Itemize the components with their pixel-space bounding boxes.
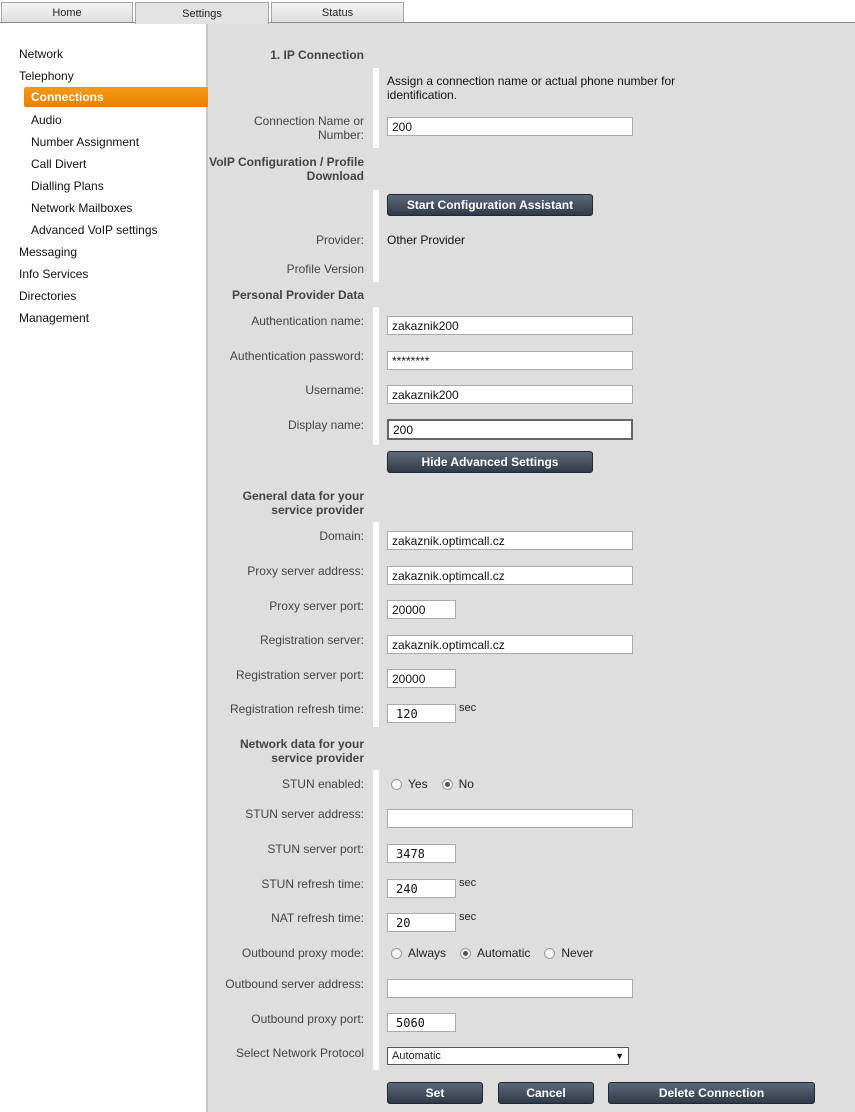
mode-never-label: Never bbox=[561, 946, 594, 960]
connection-hint-line-2: identification. bbox=[387, 88, 458, 102]
nat-refresh-input[interactable] bbox=[387, 913, 456, 932]
registration-port-label: Registration server port: bbox=[235, 668, 364, 682]
stun-enabled-radio-group bbox=[391, 777, 488, 791]
stun-refresh-unit: sec bbox=[459, 877, 477, 889]
section-title-ip-connection: 1. IP Connection bbox=[270, 48, 364, 62]
stun-yes-label: Yes bbox=[408, 777, 428, 791]
start-configuration-assistant-button[interactable]: Start Configuration Assistant bbox=[387, 194, 593, 216]
registration-refresh-input[interactable] bbox=[387, 704, 456, 723]
outbound-port-input[interactable] bbox=[387, 1013, 456, 1032]
stun-yes-radio[interactable] bbox=[391, 779, 402, 790]
section-title-general-data bbox=[243, 489, 364, 517]
protocol-label: Select Network Protocol bbox=[235, 1046, 364, 1060]
connection-hint-line-1: Assign a connection name or actual phone number for bbox=[387, 74, 676, 88]
column-separator bbox=[373, 68, 379, 148]
stun-port-input[interactable] bbox=[387, 844, 456, 863]
sidebar-item-directories[interactable]: Directories bbox=[19, 289, 77, 303]
nat-refresh-unit: sec bbox=[459, 911, 477, 923]
sidebar-item-management[interactable]: Management bbox=[19, 311, 90, 325]
sidebar-item-call-divert[interactable]: Call Divert bbox=[31, 157, 87, 171]
protocol-select[interactable] bbox=[387, 1047, 629, 1065]
chevron-down-icon: ▼ bbox=[615, 1051, 624, 1061]
proxy-address-input[interactable] bbox=[387, 566, 633, 585]
auth-password-label: Authentication password: bbox=[229, 349, 364, 363]
connection-name-input[interactable] bbox=[387, 117, 633, 136]
provider-label: Provider: bbox=[315, 233, 364, 247]
sidebar-item-number-assignment[interactable]: Number Assignment bbox=[31, 135, 140, 149]
domain-input[interactable] bbox=[387, 531, 633, 550]
column-separator bbox=[373, 770, 379, 1070]
display-name-label: Display name: bbox=[287, 418, 364, 432]
proxy-port-input[interactable] bbox=[387, 600, 456, 619]
set-button[interactable]: Set bbox=[387, 1082, 483, 1104]
registration-server-input[interactable] bbox=[387, 635, 633, 654]
outbound-mode-radio-group bbox=[391, 946, 607, 960]
stun-refresh-label: STUN refresh time: bbox=[261, 877, 364, 891]
sidebar-item-network-mailboxes[interactable]: Network Mailboxes bbox=[31, 201, 133, 215]
stun-port-label: STUN server port: bbox=[267, 842, 364, 856]
proxy-address-label: Proxy server address: bbox=[247, 564, 364, 578]
connection-name-label bbox=[254, 114, 364, 142]
general-section-line-2: service provider bbox=[271, 503, 364, 517]
stun-address-input[interactable] bbox=[387, 809, 633, 828]
sidebar-item-audio[interactable]: Audio bbox=[31, 113, 62, 127]
mode-always-label: Always bbox=[408, 946, 447, 960]
profile-version-label: Profile Version bbox=[286, 262, 364, 276]
protocol-select-value: Automatic bbox=[392, 1050, 441, 1062]
column-separator bbox=[373, 307, 379, 445]
tab-bar bbox=[0, 0, 855, 23]
stun-enabled-label: STUN enabled: bbox=[281, 777, 364, 791]
stun-refresh-input[interactable] bbox=[387, 879, 456, 898]
username-input[interactable] bbox=[387, 385, 633, 404]
hide-advanced-settings-button[interactable]: Hide Advanced Settings bbox=[387, 451, 593, 473]
provider-value: Other Provider bbox=[387, 233, 466, 247]
nat-refresh-label: NAT refresh time: bbox=[271, 911, 364, 925]
delete-connection-button[interactable]: Delete Connection bbox=[608, 1082, 815, 1104]
username-label: Username: bbox=[305, 383, 364, 397]
sidebar-item-dialling-plans[interactable]: Dialling Plans bbox=[31, 179, 104, 193]
domain-label: Domain: bbox=[319, 529, 364, 543]
mode-automatic-label: Automatic bbox=[477, 946, 531, 960]
tab-status[interactable]: Status bbox=[271, 2, 404, 23]
stun-no-label: No bbox=[458, 777, 474, 791]
sidebar-item-network[interactable]: Network bbox=[19, 47, 64, 61]
section-title-personal-provider: Personal Provider Data bbox=[231, 288, 364, 302]
mode-always-radio[interactable] bbox=[391, 948, 402, 959]
section-title-voip-config bbox=[209, 155, 364, 183]
auth-name-input[interactable] bbox=[387, 316, 633, 335]
connection-name-label-line-2: Number: bbox=[317, 128, 364, 142]
sidebar-item-advanced-voip[interactable]: Advanced VoIP settings bbox=[31, 223, 158, 237]
network-section-line-2: service provider bbox=[271, 751, 364, 765]
outbound-port-label: Outbound proxy port: bbox=[251, 1012, 364, 1026]
network-section-line-1: Network data for your bbox=[239, 737, 364, 751]
sidebar-item-messaging[interactable]: Messaging bbox=[19, 245, 78, 259]
registration-port-input[interactable] bbox=[387, 669, 456, 688]
registration-refresh-unit: sec bbox=[459, 702, 477, 714]
column-separator bbox=[373, 522, 379, 727]
auth-password-input[interactable] bbox=[387, 351, 633, 370]
stun-address-label: STUN server address: bbox=[245, 807, 364, 821]
cancel-button[interactable]: Cancel bbox=[498, 1082, 594, 1104]
tab-home[interactable]: Home bbox=[1, 2, 133, 23]
registration-refresh-label: Registration refresh time: bbox=[229, 702, 364, 716]
sidebar-item-connections[interactable]: Connections bbox=[24, 87, 212, 107]
auth-name-label: Authentication name: bbox=[251, 314, 364, 328]
voip-section-line-2: Download bbox=[306, 169, 364, 183]
sidebar-item-telephony[interactable]: Telephony bbox=[19, 69, 74, 83]
mode-never-radio[interactable] bbox=[544, 948, 555, 959]
outbound-address-label: Outbound server address: bbox=[225, 977, 364, 991]
proxy-port-label: Proxy server port: bbox=[269, 599, 364, 613]
outbound-mode-label: Outbound proxy mode: bbox=[241, 946, 364, 960]
mode-automatic-radio[interactable] bbox=[460, 948, 471, 959]
outbound-address-input[interactable] bbox=[387, 979, 633, 998]
section-title-network-data bbox=[240, 737, 364, 765]
sidebar-item-info-services[interactable]: Info Services bbox=[19, 267, 89, 281]
voip-section-line-1: VoIP Configuration / Profile bbox=[209, 155, 364, 169]
connection-name-label-line-1: Connection Name or bbox=[253, 114, 364, 128]
column-separator bbox=[373, 190, 379, 282]
display-name-input[interactable] bbox=[387, 419, 633, 440]
stun-no-radio[interactable] bbox=[442, 779, 453, 790]
general-section-line-1: General data for your bbox=[242, 489, 364, 503]
registration-server-label: Registration server: bbox=[259, 633, 364, 647]
tab-settings[interactable]: Settings bbox=[135, 2, 269, 24]
